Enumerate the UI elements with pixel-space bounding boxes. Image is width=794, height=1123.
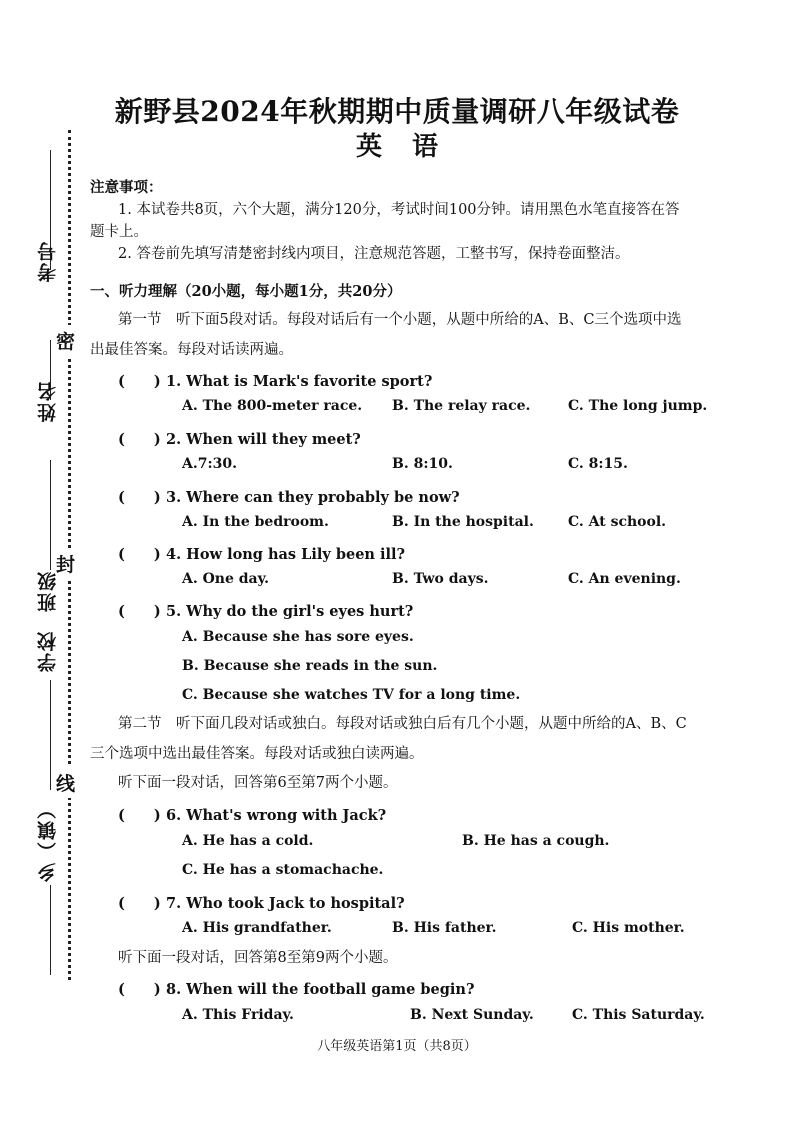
note-2: 2. 答卷前先填写清楚密封线内项目，注意规范答题，工整书写，保持卷面整洁。 xyxy=(118,246,630,262)
class-blank xyxy=(50,460,51,570)
listen-instruction-8-9: 听下面一段对话，回答第8至第9两个小题。 xyxy=(118,950,398,966)
seal-char-xian: 线 xyxy=(56,767,75,798)
class-label: 班级 xyxy=(37,570,59,612)
q5-option-b: B. Because she reads in the sun. xyxy=(182,658,438,674)
q4-option-b: B. Two days. xyxy=(392,571,489,587)
q2-option-a: A.7:30. xyxy=(182,456,238,472)
question-8 xyxy=(118,978,474,999)
note-1-line-1: 1. 本试卷共8页，六个大题，满分120分，考试时间100分钟。请用黑色水笔直接答在答 xyxy=(118,202,680,218)
seal-char-feng: 封 xyxy=(56,548,75,579)
answer-blank[interactable]: ( ) xyxy=(118,981,161,998)
answer-blank[interactable]: ( ) xyxy=(118,895,161,912)
q4-option-c: C. An evening. xyxy=(568,571,681,587)
q5-option-c: C. Because she watches TV for a long time. xyxy=(182,687,521,703)
binding-strip xyxy=(30,130,90,980)
part-1-instruction-line-1: 第一节 听下面5段对话。每段对话后有一个小题，从题中所给的A、B、C三个选项中选 xyxy=(118,312,682,328)
town-blank xyxy=(50,885,51,975)
part-1-instruction-line-2: 出最佳答案。每段对话读两遍。 xyxy=(90,342,293,358)
q2-option-b: B. 8:10. xyxy=(392,456,453,472)
section-1-heading: 一、听力理解（20小题，每小题1分，共20分） xyxy=(90,283,402,300)
question-1 xyxy=(118,370,432,391)
q6-option-a: A. He has a cold. xyxy=(182,833,314,849)
question-3 xyxy=(118,486,460,507)
q1-option-b: B. The relay race. xyxy=(392,398,531,414)
q7-option-c: C. His mother. xyxy=(572,920,685,936)
answer-blank[interactable]: ( ) xyxy=(118,431,161,448)
q7-option-a: A. His grandfather. xyxy=(182,920,332,936)
note-1-line-2: 题卡上。 xyxy=(90,224,148,240)
answer-blank[interactable]: ( ) xyxy=(118,603,161,620)
notes-heading: 注意事项： xyxy=(90,179,163,196)
question-text: 8. When will the football game begin? xyxy=(166,981,475,998)
question-7 xyxy=(118,892,405,913)
question-text: 4. How long has Lily been ill? xyxy=(166,546,406,563)
answer-blank[interactable]: ( ) xyxy=(118,807,161,824)
page-footer: 八年级英语第1页（共8页） xyxy=(317,1039,477,1054)
part-2-instruction-line-2: 三个选项中选出最佳答案。每段对话或独白读两遍。 xyxy=(90,746,424,762)
question-5 xyxy=(118,600,413,621)
question-4 xyxy=(118,543,405,564)
q3-option-a: A. In the bedroom. xyxy=(182,514,329,530)
q5-option-a: A. Because she has sore eyes. xyxy=(182,629,414,645)
question-text: 2. When will they meet? xyxy=(166,431,361,448)
question-text: 7. Who took Jack to hospital? xyxy=(166,895,405,912)
town-label: 乡（镇） xyxy=(37,798,59,882)
question-text: 1. What is Mark's favorite sport? xyxy=(166,373,433,390)
part-2-instruction-line-1: 第二节 听下面几段对话或独白。每段对话或独白后有几个小题，从题中所给的A、B、C xyxy=(118,716,687,732)
q1-option-c: C. The long jump. xyxy=(568,398,708,414)
school-blank xyxy=(50,680,51,790)
name-label: 姓名 xyxy=(37,380,59,422)
q8-option-a: A. This Friday. xyxy=(182,1007,294,1023)
exam-no-label: 考号 xyxy=(37,240,59,282)
question-text: 5. Why do the girl's eyes hurt? xyxy=(166,603,414,620)
school-label: 学校 xyxy=(37,630,59,672)
q6-option-c: C. He has a stomachache. xyxy=(182,862,384,878)
question-6 xyxy=(118,804,386,825)
q2-option-c: C. 8:15. xyxy=(568,456,628,472)
exam-title: 新野县2024年秋期期中质量调研八年级试卷 xyxy=(114,95,680,128)
q8-option-c: C. This Saturday. xyxy=(572,1007,705,1023)
question-text: 6. What's wrong with Jack? xyxy=(166,807,387,824)
answer-blank[interactable]: ( ) xyxy=(118,546,161,563)
q8-option-b: B. Next Sunday. xyxy=(410,1007,534,1023)
question-2 xyxy=(118,428,361,449)
question-text: 3. Where can they probably be now? xyxy=(166,489,460,506)
answer-blank[interactable]: ( ) xyxy=(118,373,161,390)
q1-option-a: A. The 800-meter race. xyxy=(182,398,363,414)
seal-char-mi: 密 xyxy=(56,325,75,356)
q4-option-a: A. One day. xyxy=(182,571,270,587)
answer-blank[interactable]: ( ) xyxy=(118,489,161,506)
q6-option-b: B. He has a cough. xyxy=(462,833,610,849)
q7-option-b: B. His father. xyxy=(392,920,497,936)
q3-option-c: C. At school. xyxy=(568,514,667,530)
listen-instruction-6-7: 听下面一段对话，回答第6至第7两个小题。 xyxy=(118,775,398,791)
exam-subject: 英语 xyxy=(355,132,468,162)
q3-option-b: B. In the hospital. xyxy=(392,514,534,530)
